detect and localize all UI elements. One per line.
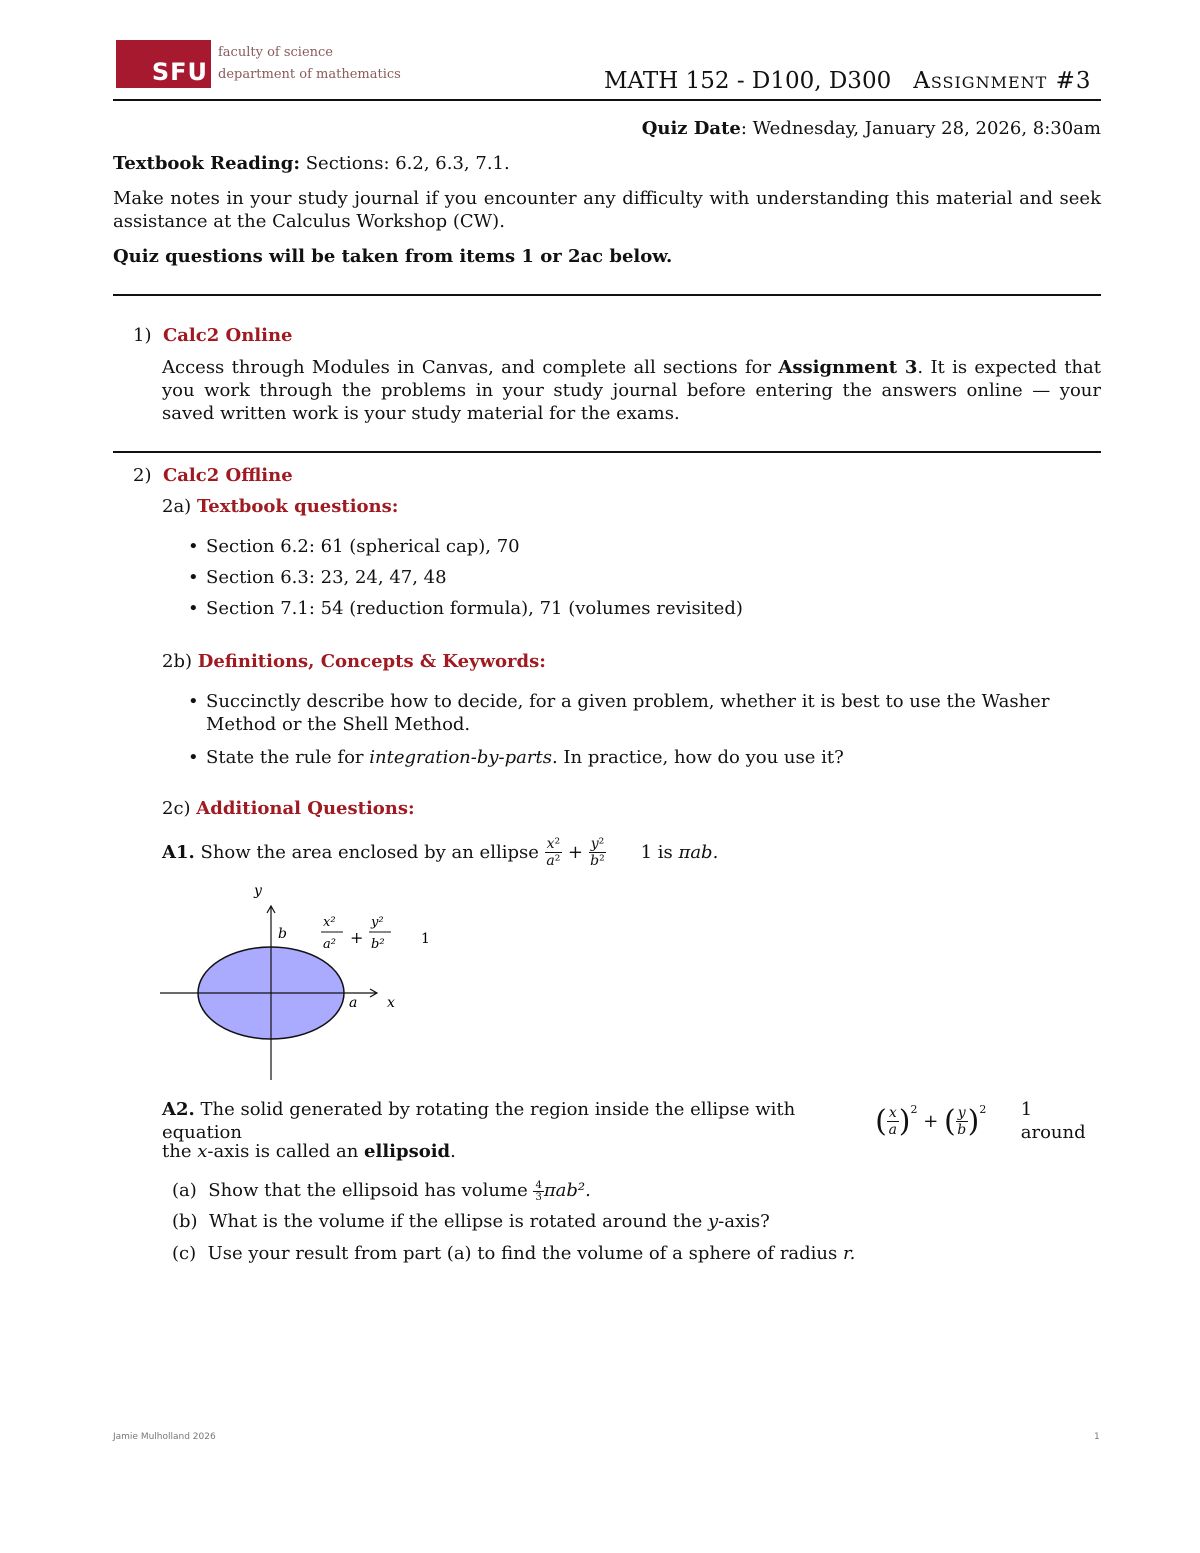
textbook-reading — [113, 152, 510, 175]
ellipse-fraction-y: $\frac{\text{y²}}{\text{b²}}$ — [590, 835, 605, 869]
logo-department-text: department of mathematics — [218, 67, 401, 82]
section2c-heading — [162, 797, 415, 820]
section2c-label: 2c) — [162, 798, 191, 819]
part-math: πab². — [543, 1180, 591, 1201]
ibp-text-b: . In practice, how do you use it? — [551, 747, 844, 768]
list-item: • Section 7.1: 54 (reduction formula), 71 (volumes revisited) — [184, 597, 1101, 620]
y-axis-label: y — [254, 883, 262, 899]
list-item: • Section 6.2: 61 (spherical cap), 70 — [184, 535, 1101, 558]
a-label: a — [349, 995, 358, 1011]
section1-heading — [133, 324, 293, 347]
fig-eq-rhs: 1 — [421, 931, 430, 947]
list-item — [184, 746, 1101, 769]
ellipse-fraction-x: $\frac{\text{x²}}{\text{a²}}$ — [546, 835, 561, 869]
section2b-label: 2b) — [162, 651, 192, 672]
section1-number: 1) — [133, 325, 152, 346]
section2a-label: 2a) — [162, 496, 192, 517]
section1-text-a: Access through Modules in Canvas, and complete all sections for — [162, 357, 779, 378]
quiz-notice: Quiz questions will be taken from items 1 or 2ac below. — [113, 246, 673, 267]
a2-text-b: 1 around — [1020, 1099, 1086, 1143]
a2-part-a — [172, 1179, 591, 1203]
part-text: What is the volume if the ellipse is rotated around the — [209, 1211, 703, 1232]
part-label: (c) — [172, 1243, 197, 1264]
a2-line2 — [162, 1140, 456, 1163]
question-a1: A1. Show the area enclosed by an ellipse $\frac{\text{x²}}{\text{a²}}$ + $\frac{\text{y²}}{\text{b²}}$ 1 is πab. — [162, 835, 719, 869]
ibp-italic: integration-by-parts — [369, 747, 552, 768]
section2-title: Calc2 Offline — [162, 465, 293, 486]
fig-eq-x-num: x² — [323, 915, 336, 930]
a2-part-c — [172, 1242, 855, 1265]
a2-part-b — [172, 1210, 770, 1233]
a2-text-c: the — [162, 1141, 198, 1162]
footer-left: Jamie Mulholland 2026 — [113, 1432, 216, 1442]
header-rule — [113, 99, 1101, 101]
fig-eq-x-den: a² — [323, 937, 336, 952]
logo-faculty-text: faculty of science — [218, 45, 333, 60]
a2-text-a: The solid generated by rotating the region inside the ellipse with equation — [162, 1099, 796, 1143]
definitions-list — [184, 690, 1101, 777]
a2-text-d: -axis is called an — [207, 1141, 365, 1162]
part-math: y — [708, 1211, 719, 1232]
list-item: • Section 6.3: 23, 24, 47, 48 — [184, 566, 1101, 589]
a1-label: A1. — [162, 841, 195, 863]
textbook-reading-label: Textbook Reading: — [113, 153, 300, 174]
fig-eq-y-num: y² — [371, 915, 384, 930]
x-axis-label: x — [387, 995, 395, 1011]
section2b-heading — [162, 650, 546, 673]
section1-assignment-bold: Assignment 3 — [778, 357, 918, 378]
section1-title: Calc2 Online — [162, 325, 293, 346]
section2b-title: Definitions, Concepts & Keywords: — [197, 651, 546, 672]
assignment-title: Assignment #3 — [913, 68, 1092, 94]
fig-eq-y-den: b² — [371, 937, 385, 952]
part-text: Use your result from part (a) to find the volume of a sphere of radius — [207, 1243, 838, 1264]
section2a-heading — [162, 495, 398, 518]
textbook-questions-list — [184, 535, 1101, 628]
ellipse-figure — [155, 880, 445, 1085]
b-label: b — [278, 926, 287, 942]
quiz-date-value: Wednesday, January 28, 2026, 8:30am — [752, 118, 1101, 139]
section1-paragraph — [162, 356, 1101, 425]
a2-text-x: x — [197, 1141, 208, 1162]
footer-page-number: 1 — [1094, 1432, 1100, 1442]
question-a2 — [162, 1097, 1101, 1145]
a1-area: πab. — [678, 841, 719, 863]
page-title — [604, 68, 1092, 94]
a1-text-b: 1 is — [640, 841, 673, 863]
course-title: MATH 152 - D100, D300 — [604, 68, 892, 94]
part-label: (a) — [172, 1180, 197, 1201]
a1-text-a: Show the area enclosed by an ellipse — [200, 841, 539, 863]
section1-text-b: . It is expected that you work through the problems in your study journal before entering the answers online — your saved written work is your study material for the exams. — [162, 357, 1101, 424]
textbook-reading-value: Sections: 6.2, 6.3, 7.1. — [305, 153, 510, 174]
section-rule-2 — [113, 451, 1101, 453]
section2a-title: Textbook questions: — [196, 496, 399, 517]
a2-equation: ( $\frac{x}{a}$ ) $^2$ + ( $\frac{y}{b}$ ) $^2$ 1 around — [875, 1098, 1101, 1144]
section2-number: 2) — [133, 465, 152, 486]
section2-heading — [133, 464, 293, 487]
part-text: Show that the ellipsoid has volume — [208, 1180, 528, 1201]
a2-text-e: . — [450, 1141, 456, 1162]
part-label: (b) — [172, 1211, 198, 1232]
study-notes-paragraph: Make notes in your study journal if you encounter any difficulty with understanding this material and seek assistance at the Calculus Workshop (CW). — [113, 188, 1101, 232]
a2-label: A2. — [162, 1099, 195, 1120]
quiz-date: Quiz Date: Wednesday, January 28, 2026, 8:30am — [641, 118, 1101, 139]
ibp-text-a: State the rule for — [206, 747, 370, 768]
section-rule-1 — [113, 294, 1101, 296]
section2c-title: Additional Questions: — [196, 798, 415, 819]
part-math: r. — [843, 1243, 856, 1264]
fig-eq-plus: + — [350, 928, 364, 947]
list-item: • Succinctly describe how to decide, for a given problem, whether it is best to use the Washer Method or the Shell Method. — [184, 690, 1101, 736]
a2-ellipsoid-bold: ellipsoid — [364, 1141, 451, 1162]
part-text-2: -axis? — [718, 1211, 770, 1232]
quiz-date-label: Quiz Date — [641, 118, 741, 139]
sfu-logo-text: SFU — [151, 58, 208, 86]
four-thirds-fraction: $\frac{4}{3}$ — [535, 1179, 542, 1203]
